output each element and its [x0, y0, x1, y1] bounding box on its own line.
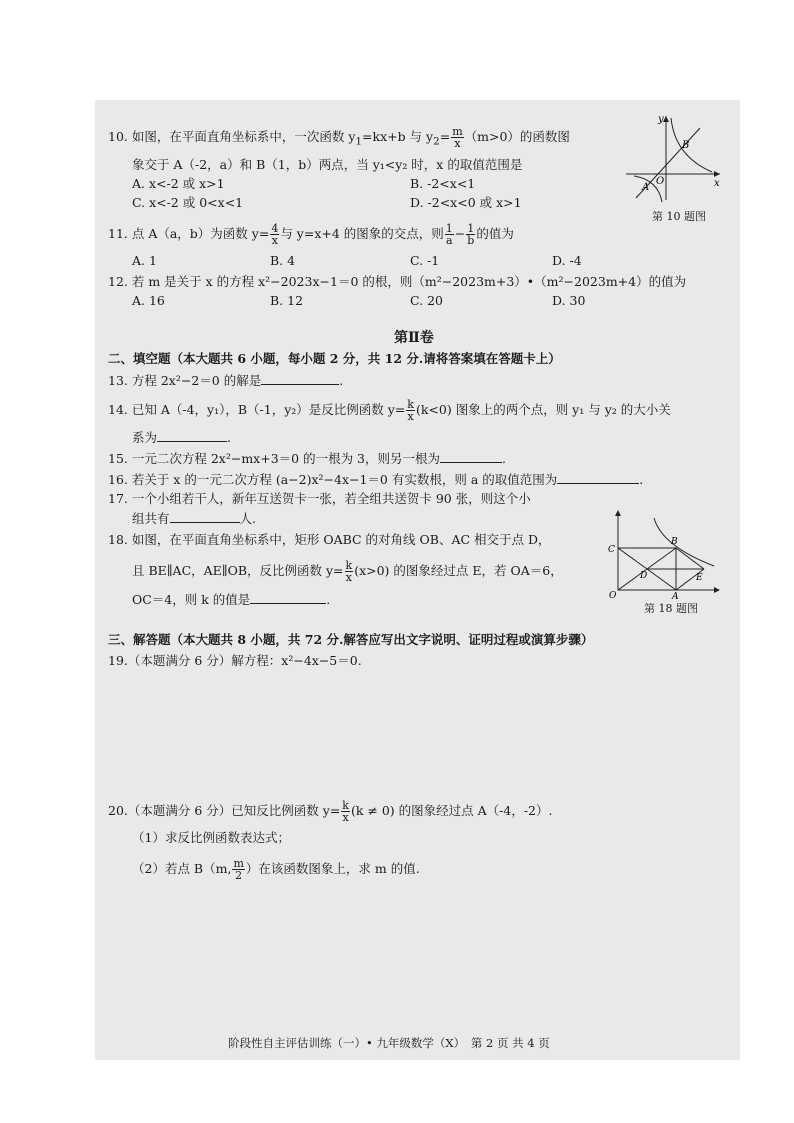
q12-line1: 12. 若 m 是关于 x 的方程 x²−2023x−1＝0 的根，则（m²−2023m+3）•（m²−2023m+4）的值为: [108, 274, 687, 289]
q20-part1: （1）求反比例函数表达式；: [132, 830, 290, 845]
q18-answer-blank: [250, 603, 326, 604]
q11-option-d: D. -4: [552, 253, 582, 268]
fig18-b-label: B: [671, 537, 678, 547]
q10-line2: 象交于 A（-2，a）和 B（1，b）两点，当 y₁<y₂ 时，x 的取值范围是: [132, 157, 523, 172]
q17-line1: 17. 一个小组若干人，新年互送贺卡一张，若全组共送贺卡 90 张，则这个小: [108, 491, 531, 506]
fig10-b-label: B: [682, 140, 690, 151]
q11-option-b: B. 4: [270, 253, 296, 268]
fig18-d-label: D: [640, 571, 648, 581]
page-footer: 阶段性自主评估训练（一）• 九年级数学（X） 第 2 页 共 4 页: [228, 1036, 550, 1050]
q10-figure: [622, 112, 726, 204]
q11-option-c: C. -1: [410, 253, 440, 268]
part2-title: 第Ⅱ卷: [394, 330, 434, 346]
q10-option-a: A. x<-2 或 x>1: [132, 176, 225, 191]
q11-fraction-1: $\frac{4}{x}$: [271, 222, 279, 247]
q12-option-c: C. 20: [410, 293, 443, 308]
section2-heading: 二、填空题（本大题共 6 小题，每小题 2 分，共 12 分.请将答案填在答题卡上）: [108, 351, 561, 366]
q13-line: 13. 方程 2x²−2＝0 的解是 .: [108, 373, 344, 388]
q17-answer-blank: [170, 522, 240, 523]
q20-fraction-2: $\frac{m}{2}$: [233, 857, 244, 882]
q11-fraction-3: $\frac{1}{b}$: [467, 222, 475, 247]
q10-line1: 10. 如图，在平面直角坐标系中，一次函数 $y_1=kx+b$ 与 $y_2=$ $\frac{m}{x}$ （m>0）的函数图: [108, 125, 570, 150]
q11-fraction-2: $\frac{1}{a}$: [445, 222, 453, 247]
q12-option-b: B. 12: [270, 293, 304, 308]
q14-line2: 系为 .: [132, 430, 231, 445]
q10-option-c: C. x<-2 或 0<x<1: [132, 195, 244, 210]
q16-line: 16. 若关于 x 的一元二次方程 (a−2)x²−4x−1＝0 有实数根，则 a 的取值范围为 .: [108, 472, 644, 487]
q11-option-a: A. 1: [132, 253, 157, 268]
q12-option-a: A. 16: [132, 293, 165, 308]
q10-option-b: B. -2<x<1: [410, 176, 476, 191]
fig18-o-label: O: [609, 591, 617, 600]
q10-caption: 第 10 题图: [652, 210, 706, 223]
q20-fraction: $\frac{k}{x}$: [342, 799, 349, 824]
fig10-o-label: O: [656, 176, 665, 187]
q18-fraction: $\frac{k}{x}$: [345, 559, 353, 584]
q16-answer-blank: [557, 483, 639, 484]
q18-line1: 18. 如图，在平面直角坐标系中，矩形 OABC 的对角线 OB、AC 相交于点 D，: [108, 532, 551, 547]
section3-heading: 三、解答题（本大题共 8 小题，共 72 分.解答应写出文字说明、证明过程或演算步骤）: [108, 632, 594, 647]
q18-line2: 且 BE∥AC，AE∥OB，反比例函数 y= $\frac{k}{x}$ (x>0) 的图象经过点 E，若 OA＝6，: [132, 559, 563, 584]
q11-line1: 11. 点 A（a，b）为函数 y= $\frac{4}{x}$ 与 y=x+4 的图象的交点，则 $\frac{1}{a}$ − $\frac{1}{b}$ 的值为: [108, 222, 514, 247]
fig18-e-label: E: [696, 573, 703, 583]
q17-line2: 组共有 人.: [132, 511, 256, 526]
q18-caption: 第 18 题图: [644, 602, 698, 615]
fig10-y-label: y: [658, 114, 664, 125]
q14-fraction: $\frac{k}{x}$: [407, 398, 414, 423]
q12-option-d: D. 30: [552, 293, 586, 308]
q14-line1: 14. 已知 A（-4，y₁），B（-1，y₂）是反比例函数 y= $\frac{k}{x}$ (k<0) 图象上的两个点，则 y₁ 与 y₂ 的大小关: [108, 398, 671, 423]
fig10-a-label: A: [642, 182, 650, 193]
q20-part2: （2）若点 B（m, $\frac{m}{2}$ ）在该函数图象上，求 m 的值.: [132, 857, 420, 882]
fig18-a-label: A: [672, 592, 679, 600]
q20-line1: 20.（本题满分 6 分）已知反比例函数 y= $\frac{k}{x}$ (k ≠ 0) 的图象经过点 A（-4，-2）.: [108, 799, 553, 824]
q10-fraction: $\frac{m}{x}$: [452, 125, 463, 150]
q15-answer-blank: [440, 462, 502, 463]
fig18-c-label: C: [608, 545, 615, 555]
q15-line: 15. 一元二次方程 2x²−mx+3＝0 的一根为 3，则另一根为 .: [108, 451, 506, 466]
q19-line: 19.（本题满分 6 分）解方程：x²−4x−5＝0.: [108, 653, 362, 668]
fig10-x-label: x: [714, 178, 720, 189]
q13-answer-blank: [261, 384, 339, 385]
q10-option-d: D. -2<x<0 或 x>1: [410, 195, 522, 210]
q18-figure: [604, 508, 724, 600]
q18-line3: OC＝4，则 k 的值是 .: [132, 592, 331, 607]
q14-answer-blank: [157, 441, 227, 442]
